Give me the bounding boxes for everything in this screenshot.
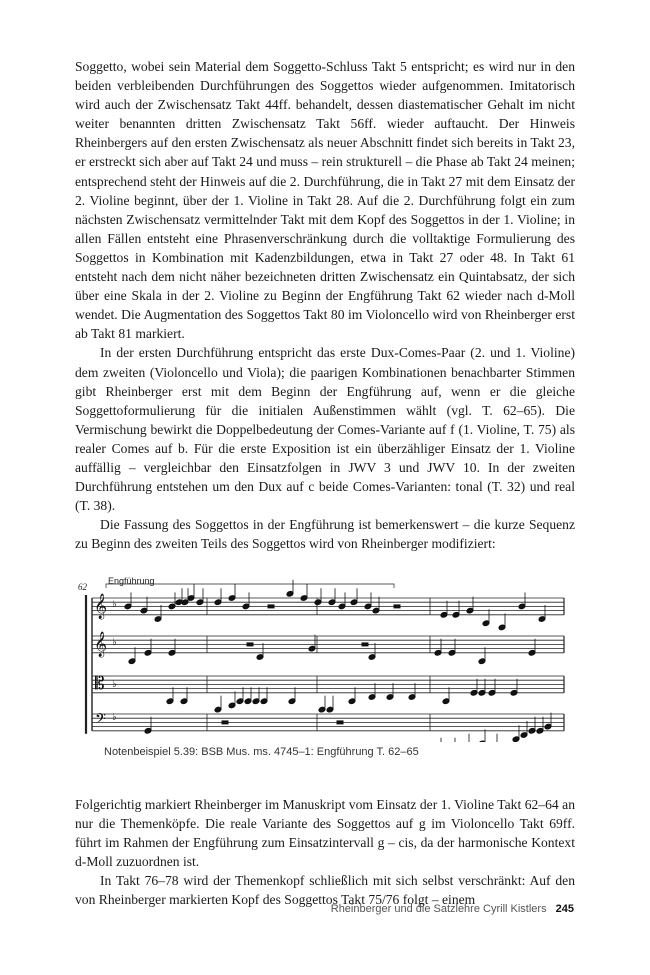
body-text-top	[75, 57, 575, 553]
flat-key-signature-icon: ♭	[112, 599, 117, 610]
paragraph-1: Soggetto, wobei sein Material dem Soggetto-Schluss Takt 5 entspricht; es wird nur in den beiden verbleibenden Durchführungen des Soggettos wieder aufgenommen. Imitatorisch wird auch der Zwischensatz Takt 44ff. behandelt, dessen diastematischer Gehalt im nicht weiter benannten dritten Zwischensatz Takt 56ff. wieder auftaucht. Der Hinweis Rheinbergers auf den ersten Zwischensatz als neuer Abschnitt findet sich bereits in Takt 23, er erstreckt sich aber auf Takt 24 und muss – rein strukturell – die Phase ab Takt 24 meinen; entsprechend steht der Hinweis auf die 2. Durchführung, die in Takt 27 mit dem Einsatz der 2. Violine beginnt, über der 1. Violine in Takt 28. Auf die 2. Durchführung folgt ein zum nächsten Zwischensatz vermittelnder Takt mit dem Kopf des Soggettos in der 1. Violine; in allen Fällen entsteht eine Phrasenverschränkung durch die volltaktige Formulierung des Soggettos in Kombination mit Kadenzbildungen, etwa in Takt 27 oder 48. In Takt 61 entsteht nach dem nicht näher bezeichneten dritten Zwischensatz ein Quintabsatz, der sich über eine Skala in der 2. Violine zu Beginn der Engführung Takt 62 wieder nach d-Moll wendet. Die Augmentation des Soggettos Takt 80 im Violoncello wird von Rheinberger erst ab Takt 81 markiert.	[75, 59, 575, 342]
running-title: Rheinberger und die Satzlehre Cyrill Kistlers	[330, 903, 547, 915]
alto-clef-icon: 𝄡	[95, 674, 105, 694]
music-example	[72, 572, 572, 742]
page-number: 245	[555, 903, 574, 915]
rest-mark	[337, 721, 343, 724]
bass-clef-icon: 𝄢	[95, 711, 106, 731]
flat-key-signature-icon: ♭	[112, 637, 117, 648]
paragraph-2: In der ersten Durchführung entspricht das erste Dux-Comes-Paar (2. und 1. Violine) dem zweiten (Violoncello und Viola); die paarigen Kombinationen benachbarter Stimmen gibt Rheinberger erst mit dem Beginn der Engführung auf, wenn er die gleiche Soggettoformulierung für die initialen Außenstimmen wählt (vgl. T. 62–65). Die Vermischung bewirkt die Doppelbedeutung der Comes-Variante auf f (1. Violine, T. 75) als realer Comes auf b. Für die erste Exposition ist ein überzähliger Einsatz der 1. Violine auffällig – vergleichbar den Einsatzfolgen in JWV 3 und JWV 10. In der zweiten Durchführung entstehen um den Dux auf c beide Comes-Varianten: tonal (T. 32) und real (T. 38).	[75, 345, 575, 514]
paragraph-5: In Takt 76–78 wird der Themenkopf schließlich mit sich selbst verschränkt: Auf den von Rheinberger markierten Kopf des Soggettos Takt 75/76 folgt – einem	[75, 873, 575, 908]
rest-mark	[394, 605, 400, 608]
staff-system	[86, 584, 564, 734]
paragraph-4: Folgerichtig markiert Rheinberger im Manuskript vom Einsatz der 1. Violine Takt 62–64 an nur die Themenköpfe. Die reale Variante des Soggettos auf g im Violoncello Takt 69ff. führt im Rahmen der Engführung zum Einsatzintervall g – cis, da der harmonische Kontext d-Moll zuzuordnen ist.	[75, 797, 575, 870]
engfuehrung-label: Engführung	[108, 576, 155, 586]
notes	[94, 580, 552, 742]
flat-key-signature-icon: ♭	[112, 679, 117, 690]
treble-clef-icon: 𝄞	[94, 632, 108, 657]
rest-mark	[247, 643, 253, 646]
measure-number: 62	[78, 582, 87, 592]
paragraph-3: Die Fassung des Soggettos in der Engführung ist bemerkenswert – die kurze Sequenz zu Beginn des zweiten Teils des Soggettos wird von Rheinberger modifiziert:	[75, 517, 575, 552]
figure-caption: Notenbeispiel 5.39: BSB Mus. ms. 4745–1: Engführung T. 62–65	[104, 746, 419, 758]
body-text-bottom	[75, 795, 575, 910]
treble-clef-icon: 𝄞	[94, 594, 108, 619]
rest-mark	[362, 643, 368, 646]
flat-key-signature-icon: ♭	[112, 712, 117, 723]
rest-mark	[222, 721, 228, 724]
rest-mark	[268, 605, 274, 608]
page-footer	[331, 903, 574, 915]
